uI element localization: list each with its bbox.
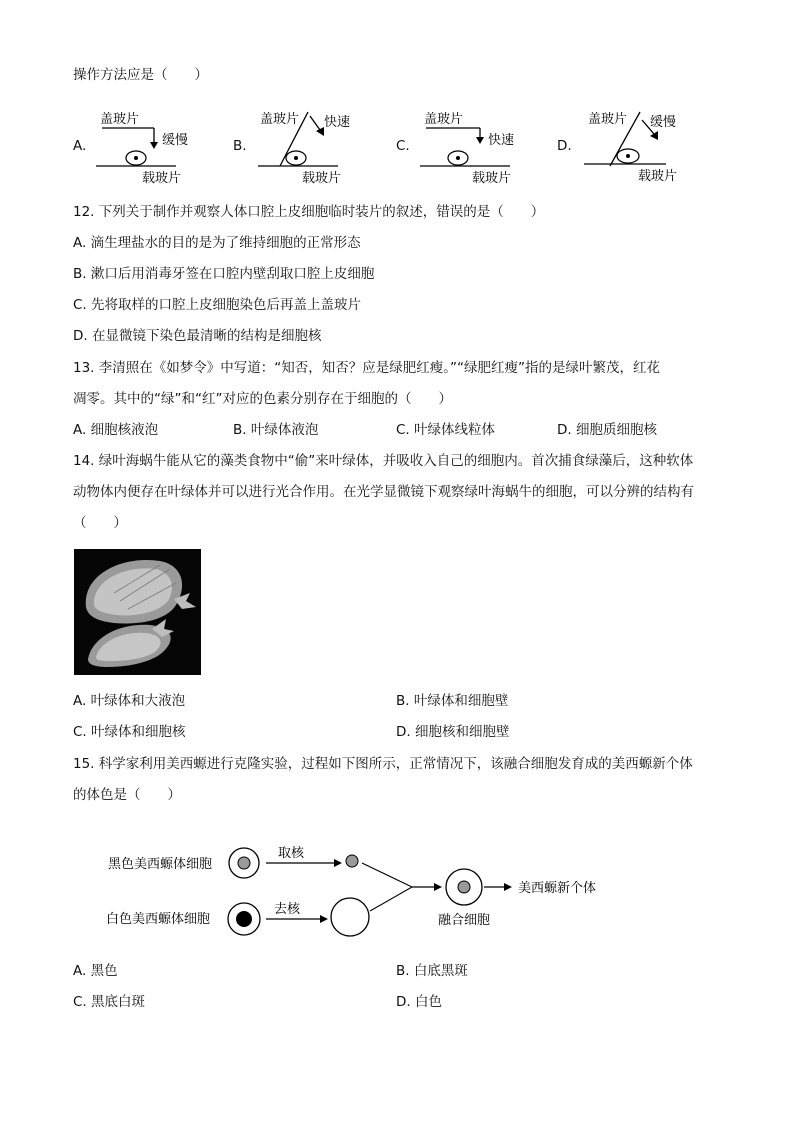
cover-slip-label: 盖玻片 bbox=[100, 112, 140, 127]
take-nucleus-label: 取核 bbox=[278, 846, 305, 861]
q15-option-d: D. 白色 bbox=[396, 994, 442, 1010]
sea-slug-photo bbox=[74, 549, 201, 675]
q11-option-c-letter: C. bbox=[396, 138, 410, 154]
q14-option-d: D. 细胞核和细胞壁 bbox=[396, 724, 510, 740]
q15-option-a: A. 黑色 bbox=[73, 963, 118, 979]
cloning-diagram bbox=[100, 835, 620, 945]
cover-slip-label: 盖玻片 bbox=[260, 112, 300, 127]
q15-stem-line2: 的体色是（ ） bbox=[73, 787, 181, 803]
q13-option-d: D. 细胞质细胞核 bbox=[557, 422, 657, 438]
q13-stem-line1: 13. 李清照在《如梦令》中写道：“知否，知否？应是绿肥红瘦。”“绿肥红瘦”指的是绿叶繁茂，红花 bbox=[73, 360, 660, 376]
arrow-icon bbox=[310, 116, 320, 130]
arrow-right-icon bbox=[320, 915, 328, 923]
q14-stem-line2: 动物体内便存在叶绿体并可以进行光合作用。在光学显微镜下观察绿叶海蜗牛的细胞，可以分辨的结构有 bbox=[73, 484, 694, 500]
white-cell-label: 白色美西螈体细胞 bbox=[106, 912, 211, 927]
q11-option-a-letter: A. bbox=[73, 138, 87, 154]
q11-option-d-diagram bbox=[580, 106, 690, 186]
q11-option-c-diagram bbox=[416, 106, 526, 186]
q14-option-b: B. 叶绿体和细胞壁 bbox=[396, 693, 509, 709]
black-cell-label: 黑色美西螈体细胞 bbox=[108, 857, 213, 872]
speed-label: 缓慢 bbox=[162, 133, 189, 148]
q11-option-a-diagram bbox=[92, 106, 202, 186]
q11-option-b-diagram bbox=[252, 106, 362, 186]
q12-option-b: B. 漱口后用消毒牙签在口腔内壁刮取口腔上皮细胞 bbox=[73, 266, 375, 282]
q13-option-c: C. 叶绿体线粒体 bbox=[396, 422, 496, 438]
slide-label: 载玻片 bbox=[472, 171, 512, 186]
speed-label: 快速 bbox=[324, 115, 351, 130]
slide-label: 载玻片 bbox=[302, 171, 342, 186]
q12-option-c: C. 先将取样的口腔上皮细胞染色后再盖上盖玻片 bbox=[73, 297, 362, 313]
q14-option-a: A. 叶绿体和大液泡 bbox=[73, 693, 186, 709]
arrow-right-icon bbox=[504, 883, 512, 891]
q11-option-b-letter: B. bbox=[233, 138, 247, 154]
speed-label: 快速 bbox=[488, 133, 515, 148]
q12-option-d: D. 在显微镜下染色最清晰的结构是细胞核 bbox=[73, 328, 322, 344]
arrow-right-icon bbox=[334, 859, 342, 867]
q14-stem-line1: 14. 绿叶海蜗牛能从它的藻类食物中“偷”来叶绿体，并吸收入自己的细胞内。首次捕食绿藻后，这种软体 bbox=[73, 453, 694, 469]
slide-label: 载玻片 bbox=[638, 169, 678, 184]
new-individual-label: 美西螈新个体 bbox=[518, 881, 597, 896]
enucleated-cell-icon bbox=[331, 898, 369, 936]
q15-option-b: B. 白底黑斑 bbox=[396, 963, 468, 979]
q11-option-d-letter: D. bbox=[557, 138, 572, 154]
q12-stem: 12. 下列关于制作并观察人体口腔上皮细胞临时装片的叙述，错误的是（ ） bbox=[73, 204, 545, 220]
q11-stem-tail: 操作方法应是（ ） bbox=[73, 67, 208, 83]
q13-stem-line2: 凋零。其中的“绿”和“红”对应的色素分别存在于细胞的（ ） bbox=[73, 391, 452, 407]
speed-label: 缓慢 bbox=[650, 115, 677, 130]
nucleus-icon bbox=[346, 855, 358, 867]
cover-slip-label: 盖玻片 bbox=[588, 112, 628, 127]
q14-option-c: C. 叶绿体和细胞核 bbox=[73, 724, 186, 740]
remove-nucleus-label: 去核 bbox=[274, 902, 301, 917]
q13-option-a: A. 细胞核液泡 bbox=[73, 422, 159, 438]
fused-cell-label: 融合细胞 bbox=[438, 913, 491, 928]
q14-stem-line3: （ ） bbox=[73, 515, 127, 531]
q12-option-a: A. 滴生理盐水的目的是为了维持细胞的正常形态 bbox=[73, 235, 361, 251]
slide-label: 载玻片 bbox=[142, 171, 182, 186]
arrow-right-icon bbox=[434, 883, 442, 891]
q13-option-b: B. 叶绿体液泡 bbox=[233, 422, 319, 438]
q15-option-c: C. 黑底白斑 bbox=[73, 994, 146, 1010]
q15-stem-line1: 15. 科学家利用美西螈进行克隆实验，过程如下图所示，正常情况下，该融合细胞发育成的美西螈新个体 bbox=[73, 756, 693, 772]
cover-slip-label: 盖玻片 bbox=[424, 112, 464, 127]
